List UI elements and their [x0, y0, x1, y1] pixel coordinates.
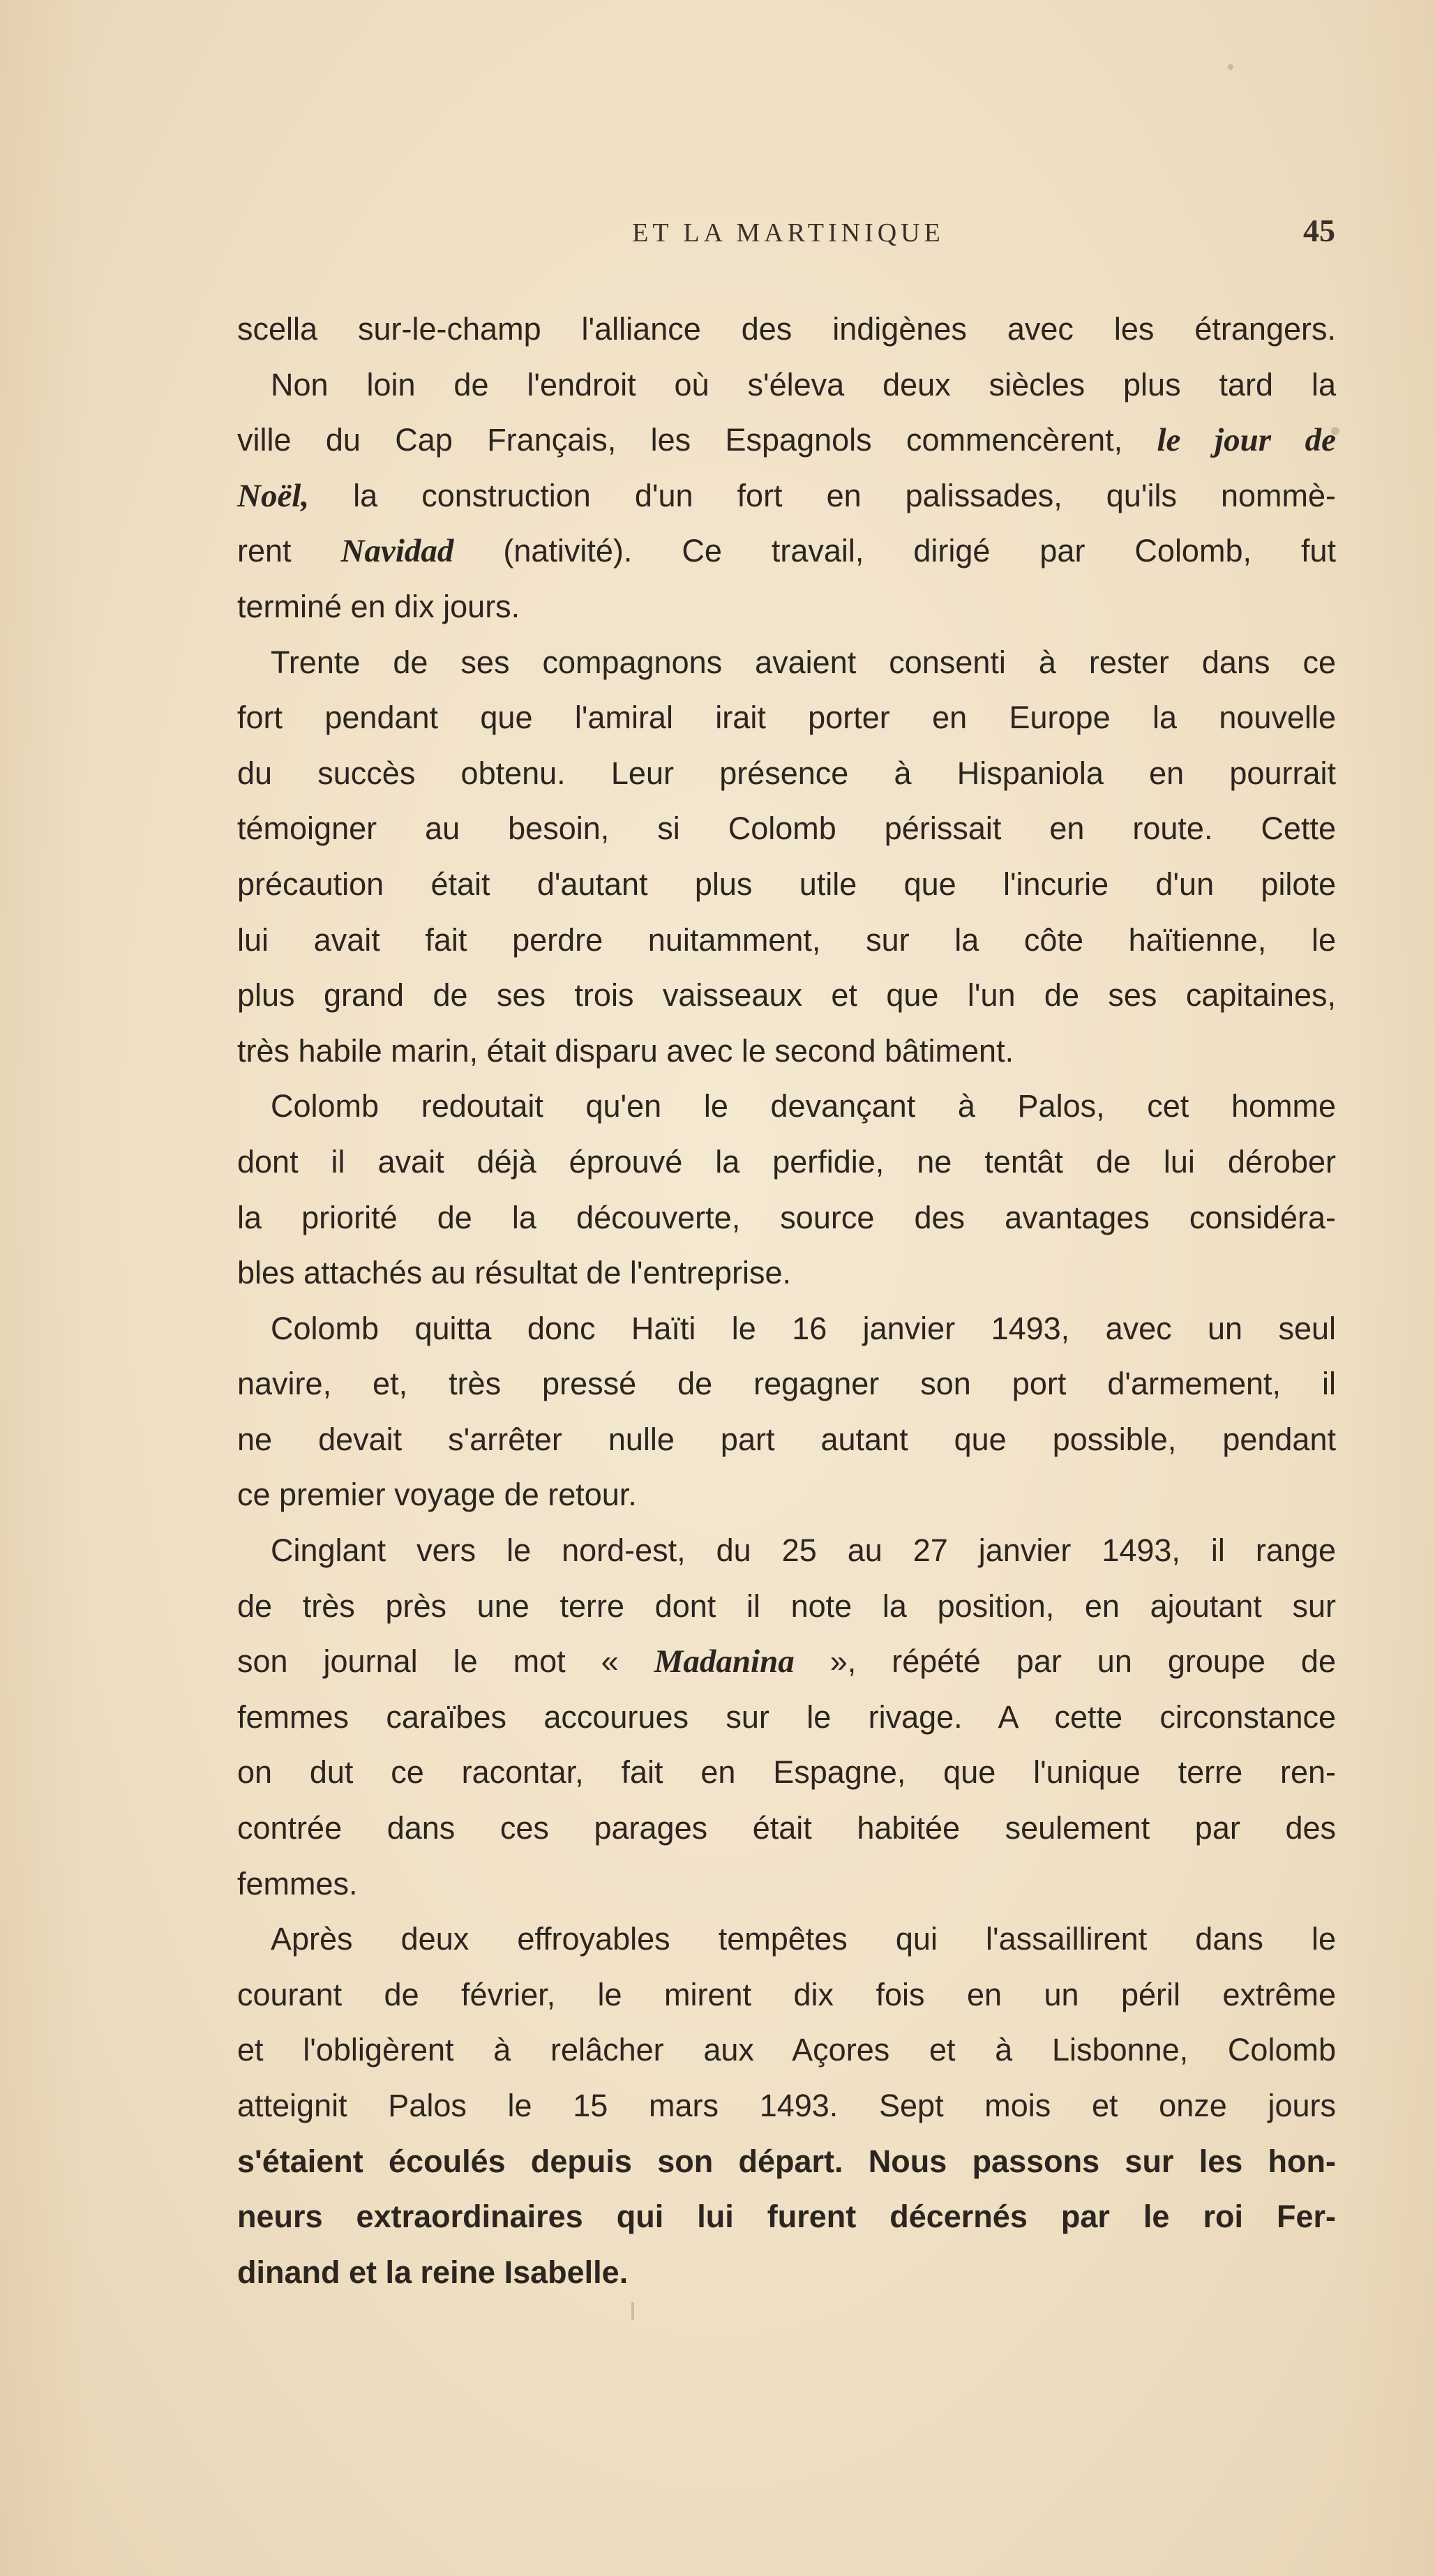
text-line: fort pendant que l'amiral irait porter en Europe la nouvelle: [237, 700, 1336, 736]
text-line: et l'obligèrent à relâcher aux Açores et à Lisbonne, Colomb: [237, 2032, 1336, 2068]
italic-phrase: le jour de: [1157, 422, 1336, 459]
text-line: bles attachés au résultat de l'entreprise.: [237, 1255, 792, 1291]
text-line: Après deux effroyables tempêtes qui l'assaillirent dans le: [271, 1921, 1336, 1957]
text-line: Colomb quitta donc Haïti le 16 janvier 1493, avec un seul: [271, 1310, 1336, 1346]
text-line: scella sur-le-champ l'alliance des indigènes avec les étrangers.: [237, 311, 1336, 347]
paper-speck: [1228, 64, 1233, 70]
text-line: navire, et, très pressé de regagner son port d'armement, il: [237, 1366, 1336, 1402]
text-line: on dut ce racontar, fait en Espagne, que l'unique terre ren-: [237, 1754, 1336, 1791]
text-line: ne devait s'arrêter nulle part autant que possible, pendant: [237, 1421, 1336, 1457]
text-line: plus grand de ses trois vaisseaux et que l'un de ses capitaines,: [237, 977, 1336, 1014]
text-line: terminé en dix jours.: [237, 588, 520, 624]
paper-speck: [1331, 427, 1339, 435]
text-line: s'étaient écoulés depuis son départ. Nous passons sur les hon-: [237, 2143, 1336, 2179]
text-line: neurs extraordinaires qui lui furent décernés par le roi Fer-: [237, 2199, 1336, 2235]
running-title: ET LA MARTINIQUE: [632, 218, 945, 248]
italic-phrase: Madanina: [654, 1643, 795, 1680]
text-line: Cinglant vers le nord-est, du 25 au 27 janvier 1493, il range: [271, 1532, 1336, 1569]
text-line: très habile marin, était disparu avec le second bâtiment.: [237, 1032, 1014, 1069]
text-line: ville du Cap Français, les Espagnols commencèrent, le jour de: [237, 422, 1336, 459]
text-line: lui avait fait perdre nuitamment, sur la côte haïtienne, le: [237, 921, 1336, 958]
text-line: atteignit Palos le 15 mars 1493. Sept mois et onze jours: [237, 2088, 1336, 2123]
paper-speck: [631, 2302, 634, 2320]
body-text: [237, 301, 1336, 2300]
text-line: Noël, la construction d'un fort en palissades, qu'ils nommè-: [237, 477, 1336, 514]
text-line: rent Navidad (nativité). Ce travail, dirigé par Colomb, fut: [237, 533, 1336, 570]
text-line: Non loin de l'endroit où s'éleva deux siècles plus tard la: [271, 366, 1336, 402]
page-number: 45: [1303, 213, 1335, 248]
text-line: dinand et la reine Isabelle.: [237, 2254, 629, 2290]
page-header: [237, 212, 1339, 254]
text-line: de très près une terre dont il note la position, en ajoutant sur: [237, 1588, 1336, 1624]
text-line: du succès obtenu. Leur présence à Hispaniola en pourrait: [237, 755, 1336, 791]
text-line: contrée dans ces parages était habitée seulement par des: [237, 1810, 1336, 1846]
text-line: dont il avait déjà éprouvé la perfidie, ne tentât de lui dérober: [237, 1143, 1336, 1180]
text-line: témoigner au besoin, si Colomb périssait en route. Cette: [237, 811, 1336, 847]
text-line: Trente de ses compagnons avaient consenti à rester dans ce: [271, 644, 1336, 680]
text-line: femmes.: [237, 1865, 358, 1901]
italic-phrase: Noël,: [237, 477, 310, 514]
text-line: ce premier voyage de retour.: [237, 1477, 637, 1513]
text-line: précaution était d'autant plus utile que l'incurie d'un pilote: [237, 866, 1336, 902]
text-line: la priorité de la découverte, source des avantages considéra-: [237, 1199, 1336, 1235]
italic-phrase: Navidad: [340, 533, 454, 570]
text-line: son journal le mot « Madanina », répété par un groupe de: [237, 1643, 1336, 1680]
text-line: courant de février, le mirent dix fois en un péril extrême: [237, 1976, 1336, 2012]
text-line: femmes caraïbes accourues sur le rivage. A cette circonstance: [237, 1698, 1336, 1735]
text-line: Colomb redoutait qu'en le devançant à Palos, cet homme: [271, 1088, 1336, 1124]
